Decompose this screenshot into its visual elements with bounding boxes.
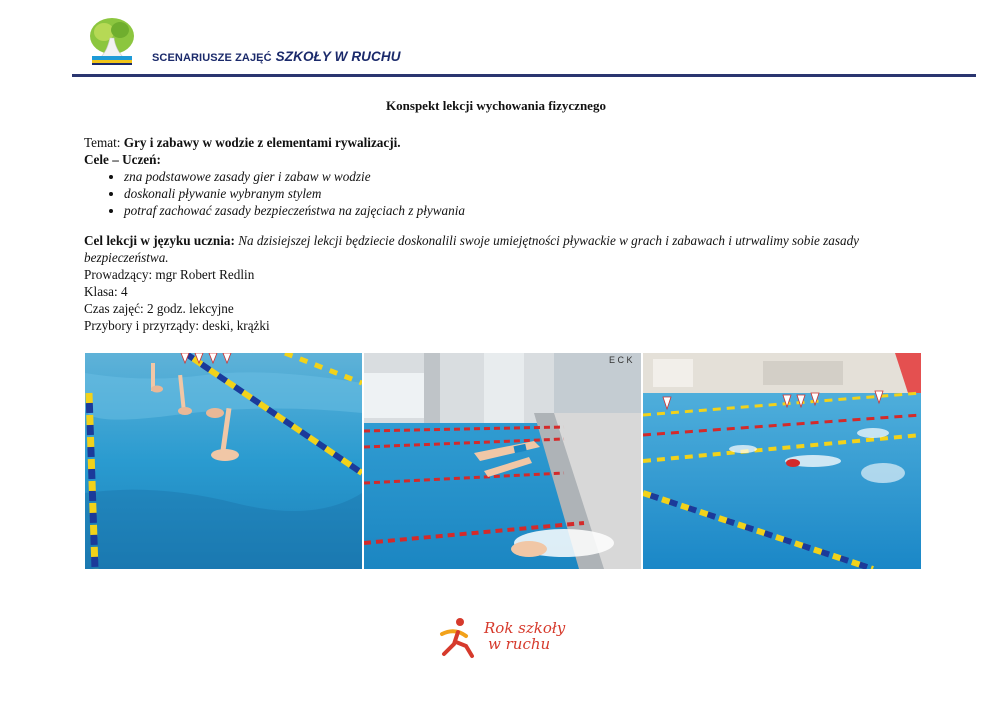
- header-title-emphasis: SZKOŁY W RUCHU: [275, 49, 401, 64]
- cel-lekcji-value: Na dzisiejszej lekcji będziecie doskonalili swoje umiejętności pływackie w grach i zabawach i utrwalimy sobie zasady bezpieczeństwa.: [84, 233, 860, 265]
- cele-list: [84, 168, 924, 219]
- prowadzacy-line: Prowadzący: mgr Robert Redlin: [84, 267, 255, 282]
- przybory-line: Przybory i przyrządy: deski, krążki: [84, 318, 270, 333]
- document-body: [84, 134, 924, 334]
- running-figure-icon: [436, 616, 480, 660]
- tree-logo-icon: [84, 14, 140, 70]
- photo-dive-start: [364, 353, 641, 569]
- list-item: • doskonali pływanie wybranym stylem: [124, 185, 924, 202]
- footer-logo-line1: Rok szkoły: [484, 619, 566, 637]
- page-header: [0, 0, 992, 82]
- klasa-line: Klasa: 4: [84, 284, 128, 299]
- header-title-main: SCENARIUSZE ZAJĘĆ: [152, 52, 272, 64]
- photo-race-lanes: [643, 353, 921, 569]
- svg-text:E C K: E C K: [609, 355, 633, 365]
- cel-lekcji-label: Cel lekcji w języku ucznia:: [84, 233, 235, 248]
- cele-heading: [84, 151, 924, 168]
- list-item: • potraf zachować zasady bezpieczeństwa na zajęciach z pływania: [124, 202, 924, 219]
- temat-label: Temat:: [84, 135, 121, 150]
- footer-logo-line2: w ruchu: [488, 635, 551, 653]
- czas-line: Czas zajęć: 2 godz. lekcyjne: [84, 301, 234, 316]
- header-title: [152, 49, 401, 64]
- cele-label: Cele – Uczeń:: [84, 152, 161, 167]
- footer-logo-text: [484, 620, 565, 652]
- photo-backstroke-swimmers: [85, 353, 362, 569]
- cel-lekcji-paragraph: [84, 232, 924, 266]
- document-title: Konspekt lekcji wychowania fizycznego: [386, 98, 606, 113]
- temat-line: [84, 134, 924, 151]
- list-item: • zna podstawowe zasady gier i zabaw w wodzie: [124, 168, 924, 185]
- photo-strip: [85, 353, 921, 569]
- temat-value: Gry i zabawy w wodzie z elementami rywalizacji.: [123, 135, 401, 150]
- header-divider: [72, 74, 976, 77]
